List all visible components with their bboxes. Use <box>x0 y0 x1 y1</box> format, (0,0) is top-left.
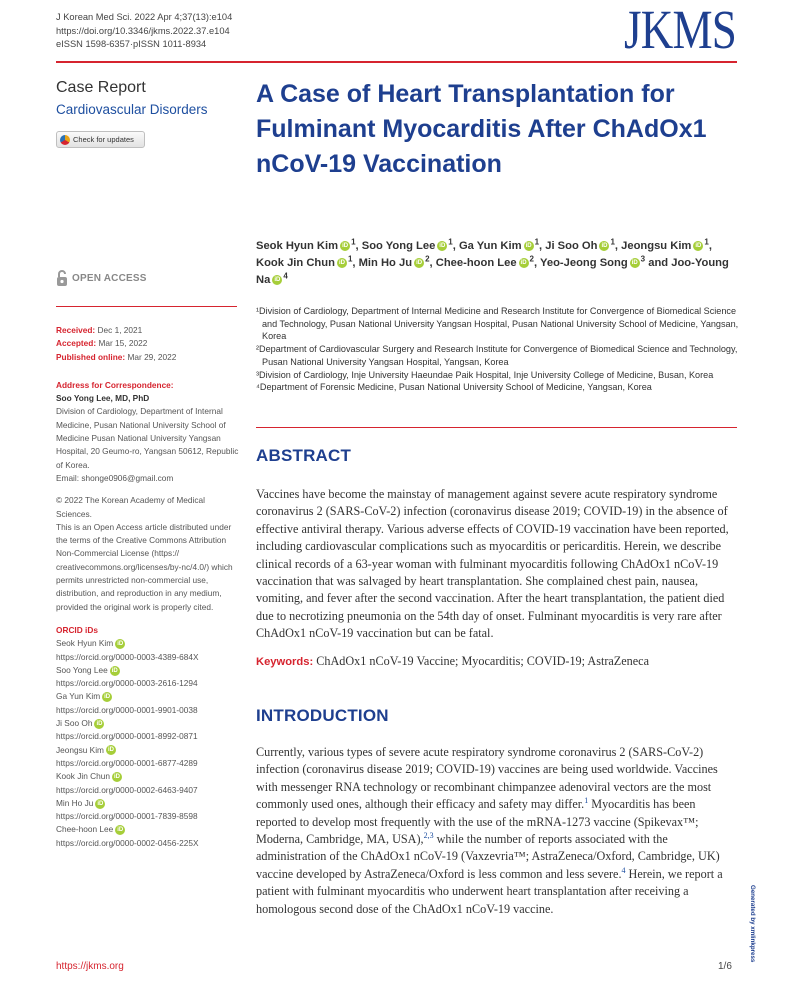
open-access-label: OPEN ACCESS <box>72 272 147 284</box>
accepted-label: Accepted: <box>56 338 97 349</box>
orcid-icon[interactable]: iD <box>525 243 532 250</box>
orcid-author-name: Seok Hyun Kim <box>56 638 114 649</box>
orcid-entry <box>56 690 241 703</box>
ref-1[interactable]: 1 <box>584 796 589 806</box>
orcid-icon[interactable]: iD <box>107 747 114 754</box>
orcid-entry <box>56 637 241 650</box>
intro-part2: Myocarditis has been reported to develop most frequently with the use of the mRNA-1273 vaccine (Spikevax™; Moderna, Cambridge, MA, USA), <box>256 797 699 847</box>
open-access-badge <box>56 270 147 286</box>
orcid-icon[interactable]: iD <box>342 243 349 250</box>
orcid-icon[interactable]: iD <box>520 260 527 267</box>
introduction-heading: INTRODUCTION <box>256 706 389 725</box>
author-name: Kook Jin Chun <box>256 257 335 269</box>
article-category: Cardiovascular Disorders <box>56 102 208 117</box>
orcid-icon[interactable]: iD <box>117 827 124 834</box>
journal-logo: JKMS <box>624 0 737 60</box>
orcid-icon[interactable]: iD <box>96 720 103 727</box>
intro-part4: Herein, we report a patient with fulminant myocarditis who underwent heart transplantation after receiving a homologous second dose of the ChAdOx1 nCoV-19 vaccine. <box>256 866 723 916</box>
author-separator: , <box>452 240 459 252</box>
ref-2-3[interactable]: 2,3 <box>423 830 434 840</box>
author-affiliation-number: 2 <box>529 254 534 264</box>
correspondence-label: Address for Correspondence: <box>56 379 174 390</box>
orcid-url[interactable]: https://orcid.org/0000-0002-0456-225X <box>56 837 199 848</box>
abstract-text: Vaccines have become the mainstay of management against severe acute respiratory syndrome coronavirus 2 (SARS-CoV-2) infection (coronavirus disease 2019; COVID-19) in the absence of effective antiviral therapy. Various adverse effects of COVID-19 vaccination have been reported, including cardiovascular complications such as myocarditis or pericarditis. Herein, we describe clinical records of a 63-year woman with fulminant myocarditis following ChAdOx1 nCoV-19 vaccination that was salvaged by heart transplantation. She complained chest pain, nausea, vomiting, and fever after the second vaccination. After the heart transplantation, the patient died due to necrotizing pneumonia on the 54th day of onset. Fulminant myocarditis is very rare after ChAdOx1 nCoV-19 vaccination but can be fatal. <box>256 487 729 641</box>
orcid-entry <box>56 823 241 836</box>
orcid-entry <box>56 717 241 730</box>
crossmark-icon <box>60 135 70 145</box>
author-affiliation-number: 1 <box>610 237 615 247</box>
published-date: Mar 29, 2022 <box>127 351 177 362</box>
author-name: Ji Soo Oh <box>545 240 598 252</box>
author-separator: and <box>645 257 672 269</box>
orcid-url[interactable]: https://orcid.org/0000-0002-6463-9407 <box>56 784 198 795</box>
issn: eISSN 1598-6357·pISSN 1011-8934 <box>56 39 207 49</box>
keywords <box>256 654 649 669</box>
orcid-url[interactable]: https://orcid.org/0000-0001-7839-8598 <box>56 811 198 822</box>
correspondence-name: Soo Yong Lee, MD, PhD <box>56 393 150 404</box>
orcid-author-name: Kook Jin Chun <box>56 771 110 782</box>
author-affiliation-number: 3 <box>640 254 646 264</box>
orcid-url[interactable]: https://orcid.org/0000-0003-2616-1294 <box>56 678 198 689</box>
orcid-author-name: Jeongsu Kim <box>56 744 104 755</box>
journal-website-link[interactable]: https://jkms.org <box>56 961 124 972</box>
intro-part1: Currently, various types of severe acute respiratory syndrome coronavirus 2 (SARS-CoV-2) infection (coronavirus disease 2019; COVID-19) vaccines are being used worldwide. Vaccines with messenger RNA technology or recombinant chimpanzee adenoviral vectors are the most commonly used ones, although their efficacy and safety may differ. <box>256 745 718 812</box>
orcid-url[interactable]: https://orcid.org/0000-0001-6877-4289 <box>56 757 198 768</box>
orcid-entry <box>56 797 241 810</box>
orcid-author-name: Min Ho Ju <box>56 797 94 808</box>
orcid-icon[interactable]: iD <box>631 260 638 267</box>
author-name: Min Ho Ju <box>358 257 413 269</box>
article-title: A Case of Heart Transplantation for Fulminant Myocarditis After ChAdOx1 nCoV-19 Vaccination <box>256 80 707 178</box>
sidebar-divider <box>56 306 237 307</box>
author-name: Ga Yun Kim <box>458 240 522 252</box>
author-separator: , <box>708 240 712 252</box>
affiliation-item: ²Department of Cardiovascular Surgery and Research Institute for Convergence of Biomedical Science and Technology, Pusan National University Yangsan Hospital, Yangsan, Korea <box>256 344 738 367</box>
correspondence-address: Division of Cardiology, Department of Internal Medicine, Pusan National University School of Medicine Pusan National University Yangsan Hospital, 20 Geumo-ro, Yangsan 50612, Republic of Korea. <box>56 406 239 470</box>
author-name: Chee-hoon Lee <box>435 257 517 269</box>
keywords-label: Keywords: <box>256 656 314 668</box>
author-name: Seok Hyun Kim <box>256 240 339 252</box>
affiliation-item: ⁴Department of Forensic Medicine, Pusan National University School of Medicine, Yangsan, Korea <box>256 382 652 393</box>
open-lock-icon <box>56 270 68 286</box>
orcid-icon[interactable]: iD <box>104 694 111 701</box>
orcid-icon[interactable]: iD <box>274 277 281 284</box>
author-name: Yeo-Jeong Song <box>540 257 628 269</box>
author-name: Soo Yong Lee <box>361 240 436 252</box>
author-list <box>256 238 736 289</box>
author-affiliation-number: 1 <box>448 237 453 247</box>
header-divider <box>56 61 737 63</box>
orcid-icon[interactable]: iD <box>117 641 124 648</box>
generator-credit: Generated by xmlinkpress <box>749 885 756 963</box>
orcid-icon[interactable]: iD <box>416 260 423 267</box>
check-updates-label: Check for updates <box>73 135 134 144</box>
affiliation-item: ¹Division of Cardiology, Department of Internal Medicine and Research Institute for Convergence of Biomedical Science and Technology, Pusan National University Yangsan Hospital, Pusan National University School of Medicine, Yangsan, Korea <box>256 306 739 342</box>
article-type: Case Report <box>56 79 146 96</box>
orcid-entry <box>56 664 241 677</box>
orcid-author-name: Soo Yong Lee <box>56 664 108 675</box>
author-affiliation-number: 2 <box>425 254 430 264</box>
published-label: Published online: <box>56 351 126 362</box>
check-for-updates-button[interactable] <box>56 131 145 148</box>
correspondence-email[interactable]: Email: shonge0906@gmail.com <box>56 472 174 483</box>
orcid-label: ORCID iDs <box>56 624 98 635</box>
author-separator: , <box>429 257 436 269</box>
author-affiliation-number: 1 <box>351 237 356 247</box>
orcid-icon[interactable]: iD <box>113 774 120 781</box>
author-separator: , <box>352 257 359 269</box>
affiliation-divider <box>256 427 737 428</box>
orcid-author-name: Ji Soo Oh <box>56 718 93 729</box>
copyright: © 2022 The Korean Academy of Medical Sciences. <box>56 495 205 519</box>
accepted-date: Mar 15, 2022 <box>98 338 148 349</box>
page-number: 1/6 <box>718 961 732 972</box>
ref-4[interactable]: 4 <box>621 865 626 875</box>
author-affiliation-number: 1 <box>347 254 353 264</box>
orcid-icon[interactable]: iD <box>111 667 118 674</box>
orcid-url[interactable]: https://orcid.org/0000-0001-8992-0871 <box>56 731 198 742</box>
orcid-list <box>56 637 241 850</box>
received-date: Dec 1, 2021 <box>97 325 143 335</box>
orcid-url[interactable]: https://orcid.org/0000-0003-4389-684X <box>56 651 199 662</box>
keywords-value: ChAdOx1 nCoV-19 Vaccine; Myocarditis; COVID-19; AstraZeneca <box>316 654 649 668</box>
received-label: Received: <box>56 325 96 335</box>
orcid-author-name: Chee-hoon Lee <box>56 824 114 835</box>
orcid-icon[interactable]: iD <box>695 243 702 250</box>
affiliation-item: ³Division of Cardiology, Inje University Haeundae Paik Hospital, Inje University College of Medicine, Busan, Korea <box>256 369 714 380</box>
author-separator: , <box>355 240 362 252</box>
orcid-icon[interactable]: iD <box>97 800 104 807</box>
author-name: Jeongsu Kim <box>621 240 692 252</box>
orcid-icon[interactable]: iD <box>338 260 345 267</box>
orcid-icon[interactable]: iD <box>439 243 446 250</box>
author-separator: , <box>539 240 546 252</box>
journal-meta <box>56 11 232 52</box>
intro-part3: while the number of reports associated with the administration of the ChAdOx1 nCoV-19 (Vaxzevria™; AstraZeneca/Oxford, Cambridge, UK) vaccine developed by AstraZeneca/Oxford is less common and less severe. <box>256 832 720 881</box>
orcid-url[interactable]: https://orcid.org/0000-0001-9901-0038 <box>56 704 198 715</box>
citation: J Korean Med Sci. 2022 Apr 4;37(13):e104 <box>56 12 233 22</box>
orcid-author-name: Ga Yun Kim <box>56 691 101 702</box>
license-text: This is an Open Access article distributed under the terms of the Creative Commons Attribution Non-Commercial License (https:// creativecommons.org/licenses/by-nc/4.0/) which permits unrestricted non-commercial use, distribution, and reproduction in any medium, provided the original work is properly cited. <box>56 521 233 612</box>
affiliations <box>256 305 740 394</box>
author-separator: , <box>614 240 622 252</box>
orcid-icon[interactable]: iD <box>601 243 608 250</box>
sidebar <box>56 324 241 850</box>
author-affiliation-number: 1 <box>534 237 540 247</box>
abstract-heading: ABSTRACT <box>256 446 352 465</box>
author-affiliation-number: 1 <box>704 237 709 247</box>
orcid-entry <box>56 770 241 783</box>
doi-link[interactable]: https://doi.org/10.3346/jkms.2022.37.e104 <box>56 25 230 36</box>
author-separator: , <box>534 257 541 269</box>
author-name: Joo-Young Na <box>256 257 729 286</box>
introduction-text <box>256 744 738 918</box>
author-affiliation-number: 4 <box>283 271 288 281</box>
orcid-entry <box>56 744 241 757</box>
